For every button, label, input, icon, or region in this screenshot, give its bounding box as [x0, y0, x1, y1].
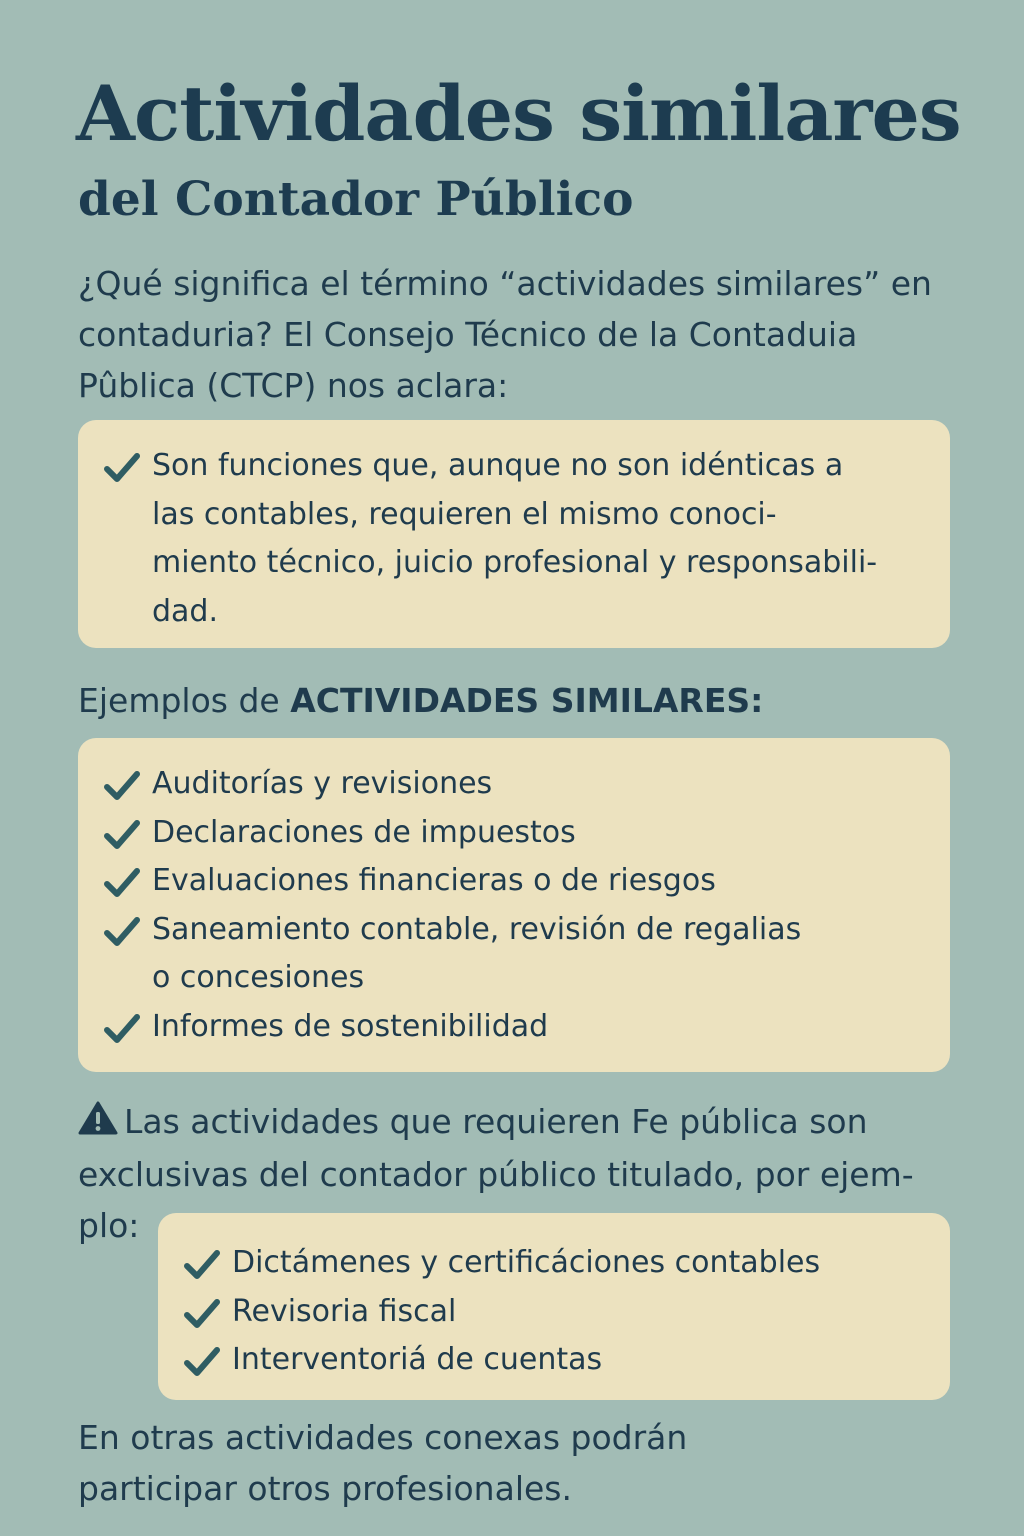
examples-card: [78, 738, 950, 1072]
warning-icon: [78, 1098, 118, 1149]
list-item-text: [152, 760, 920, 809]
list-item: [184, 1336, 920, 1385]
closing-line: participar otros profesionales.: [78, 1469, 572, 1508]
check-icon: [104, 760, 152, 802]
page-title: Actividades similares: [76, 69, 961, 158]
warning-text: Las actividades que requieren Fe pública son: [124, 1102, 868, 1141]
definition-line: las contables, requieren el mismo conoci-: [152, 496, 777, 532]
check-icon: [104, 1003, 152, 1045]
warning-line: plo:: [78, 1206, 140, 1245]
check-icon: [104, 906, 152, 948]
check-icon: [184, 1336, 232, 1378]
list-item-line: Saneamiento contable, revisión de regalias: [152, 911, 802, 947]
list-item-line: o concesiones: [152, 960, 365, 995]
definition-line: miento técnico, juicio profesional y responsabili-: [152, 545, 878, 580]
examples-heading-suffix: :: [750, 681, 764, 720]
definition-line: Son funciones que, aunque no son idénticas a: [152, 448, 844, 483]
intro-paragraph: ¿Qué significa el término “actividades similares” en contaduria? El Consejo Técnico de la Contaduia Pûblica (CTCP) nos aclara:: [78, 264, 932, 405]
examples-heading-bold: ACTIVIDADES SIMILARES: [290, 681, 751, 720]
exclusive-card: [158, 1213, 950, 1400]
list-item-line: Auditorías y revisiones: [152, 766, 493, 801]
definition-card: [78, 420, 950, 648]
definition-item: [104, 442, 920, 636]
list-item: [104, 857, 920, 906]
list-item-line: Declaraciones de impuestos: [152, 814, 576, 850]
list-item-text: [152, 809, 920, 858]
definition-text: [152, 442, 920, 636]
warning-line: [78, 1096, 968, 1149]
list-item: [184, 1239, 920, 1288]
closing-line: En otras actividades conexas podrán: [78, 1418, 688, 1457]
check-icon: [104, 809, 152, 851]
list-item: [104, 906, 920, 1003]
examples-heading: [78, 676, 763, 726]
warning-line: exclusivas del contador público titulado, por ejem-: [78, 1155, 914, 1194]
list-item: [104, 809, 920, 858]
list-item-text: [152, 906, 920, 1003]
closing-paragraph: [78, 1412, 898, 1514]
list-item-line: Informes de sostenibilidad: [152, 1008, 549, 1044]
list-item-text: Dictámenes y certificáciones contables: [232, 1245, 821, 1280]
check-icon: [184, 1239, 232, 1281]
examples-heading-prefix: Ejemplos de: [78, 681, 291, 720]
check-icon: [184, 1288, 232, 1330]
check-icon: [104, 442, 152, 484]
list-item: [104, 1003, 920, 1052]
list-item-line: Evaluaciones financieras o de riesgos: [152, 863, 716, 898]
list-item-text: [152, 857, 920, 906]
list-item-text: [152, 1003, 920, 1052]
list-item-text: Revisoria fiscal: [232, 1293, 457, 1329]
list-item: [104, 760, 920, 809]
list-item-text: Interventoriá de cuentas: [232, 1342, 603, 1377]
list-item: [184, 1288, 920, 1337]
definition-line: dad.: [152, 593, 219, 629]
check-icon: [104, 857, 152, 899]
page-subtitle: del Contador Público: [78, 172, 634, 227]
